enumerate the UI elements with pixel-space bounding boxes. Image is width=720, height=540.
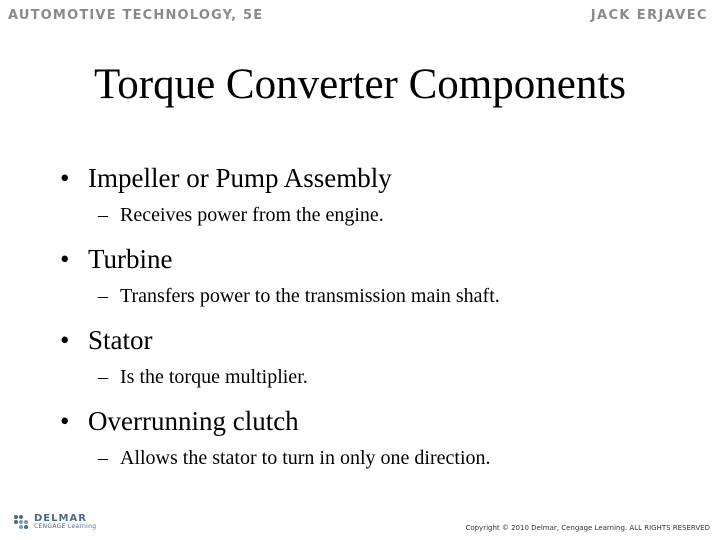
sub-bullet-text: Is the torque multiplier. (120, 366, 308, 388)
bullet-dot: • (60, 163, 70, 193)
sub-bullet-item (98, 202, 700, 228)
slide-title: Torque Converter Components (94, 61, 626, 108)
sub-bullet-text: Transfers power to the transmission main shaft. (120, 285, 500, 307)
header-book-title: AUTOMOTIVE TECHNOLOGY, 5E (8, 8, 264, 23)
logo-wordmark (34, 514, 96, 530)
logo-line-1: DELMAR (34, 513, 87, 524)
sub-bullet-text: Receives power from the engine. (120, 204, 384, 226)
bullet-list (60, 160, 700, 484)
bullet-item (60, 403, 700, 439)
sub-bullet-item (98, 445, 700, 471)
logo-line-2: CENGAGE Learning (34, 523, 97, 530)
bullet-dot: • (60, 406, 70, 436)
sub-bullet-dash: – (98, 204, 108, 226)
sub-bullet-text: Allows the stator to turn in only one direction. (120, 447, 491, 469)
bullet-item (60, 241, 700, 277)
delmar-logo-icon (12, 513, 30, 531)
bullet-text: Impeller or Pump Assembly (88, 163, 392, 193)
sub-bullet-item (98, 283, 700, 309)
sub-bullet-item (98, 364, 700, 390)
bullet-text: Overrunning clutch (88, 406, 299, 436)
sub-bullet-dash: – (98, 366, 108, 388)
copyright-notice: Copyright © 2010 Delmar, Cengage Learning. ALL RIGHTS RESERVED (465, 524, 710, 532)
bullet-dot: • (60, 244, 70, 274)
sub-bullet-dash: – (98, 447, 108, 469)
sub-bullet-dash: – (98, 285, 108, 307)
bullet-dot: • (60, 325, 70, 355)
header-author: JACK ERJAVEC (590, 8, 708, 23)
bullet-item (60, 160, 700, 196)
bullet-item (60, 322, 700, 358)
bullet-text: Stator (88, 325, 153, 355)
publisher-logo (12, 513, 96, 531)
bullet-text: Turbine (88, 244, 173, 274)
